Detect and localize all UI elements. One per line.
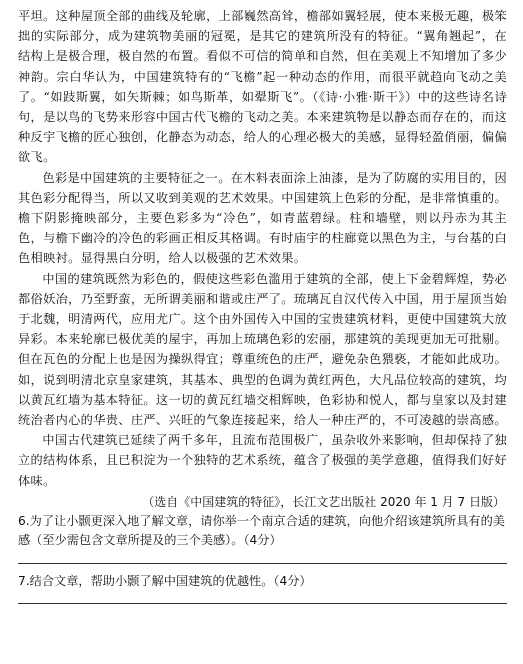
article-paragraph: 中国的建筑既然为彩色的，假使这些彩色滥用于建筑的全部，使上下金碧辉煌，势必都俗妖冶，乃至野蛮，无所谓美丽和谐或庄严了。琉璃瓦自汉代传入中国，用于屋顶当始于北魏，明清两代，应用尤广。这个由外国传入中国的宝贵建筑材料，更使中国建筑大放异彩。本来轮廓已极优美的屋宇，再加上琉璃色彩的宏丽，那建筑的美现更加无可批剔。但在瓦色的分配上也是因为操纵得宜；尊重统色的庄严，避免杂色猥亵，才能如此成功。如，说到明清北京皇家建筑，其基本、典型的色调为黄红两色，大凡品位较高的建筑，均以黄瓦红墙为基本特征。这一切的黄瓦红墙交相辉映，色彩协和悦人，都与皇家以及封建统治者内心的华贵、庄严、兴旺的气象连接起来，给人一种庄严的，不可凌越的崇高感。: [18, 271, 507, 428]
article-paragraph: 中国古代建筑已延续了两千多年，且流布范围极广，虽杂收外来影响，但却保持了独立的结构体系，且已积淀为一个独特的艺术系统，蕴含了极强的美学意趣，值得我们好好体味。: [18, 433, 507, 488]
answer-line[interactable]: [18, 591, 507, 604]
article-body: [18, 6, 507, 491]
article-paragraph: 平坦。这种屋顶全部的曲线及轮廓，上部巍然高耸，檐部如翼轻展，使本来极无趣，极笨拙的实际部分，成为建筑物美丽的冠冕，是其它的建筑所没有的特征。“翼角翘起”，在结构上是极合理，极自然的布置。看似不可信的简单和自然，但在美观上不知增加了多少神韵。宗白华认为，中国建筑特有的“飞檐”起一种动态的作用，而很平就趋向飞动之美了。“如跂斯翼，如矢斯棘；如鸟斯革，如翚斯飞”。（《诗·小雅·斯干》）中的这些诗名诗句，是以鸟的飞势来形容中国古代飞檐的飞动之美。本来建筑物是以静态而存在的，而这种反宇飞檐的匠心独创，化静态为动态，给人的心理必极大的美感，显得轻盈俏丽，偏偏欲飞。: [18, 9, 507, 165]
source-citation: （选自《中国建筑的特征》，长江文艺出版社 2020 年 1 月 7 日版）: [142, 494, 505, 509]
question-6: 6.为了让小颢更深入地了解文章，请你举一个南京合适的建筑，向他介绍该建筑所具有的美感（至少需包含文章所提及的三个美感）。（4分）: [18, 513, 505, 548]
article-paragraph: 色彩是中国建筑的主要特征之一。在木料表面涂上油漆，是为了防腐的实用目的，因其色彩分配得当，所以又收到美观的艺术效果。中国建筑上色彩的分配，是非常慎重的。檐下阴影掩映部分，主要色彩多为“冷色”，如青蓝碧绿。柱和墙壁，则以丹赤为其主色，与檐下幽冷的冷色的彩画正相反其格调。有时庙宇的柱廊竟以黑色为主，与台基的白色相映衬。显得黑白分明，给人以极强的艺术效果。: [18, 170, 507, 266]
question-7: 7.结合文章，帮助小颢了解中国建筑的优越性。（4分）: [18, 573, 312, 588]
answer-line[interactable]: [18, 551, 507, 564]
